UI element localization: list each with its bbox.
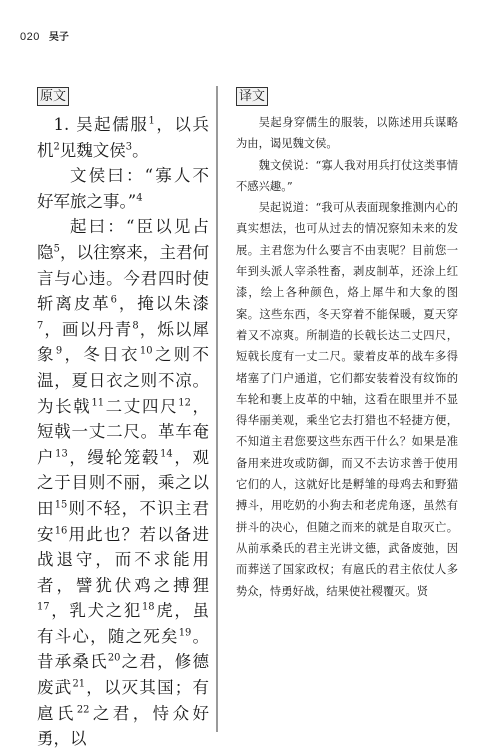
translation-label: 译文 [236, 87, 268, 106]
footnote-marker: 13 [55, 448, 68, 460]
translation-column [236, 112, 458, 602]
footnote-marker: 8 [132, 320, 139, 332]
original-text-column [37, 112, 209, 752]
footnote-marker: 4 [136, 192, 143, 204]
translation-paragraph-3: 吴起说道：“我可从表面现象推测内心的真实想法，也可从过去的情况察知未来的发展。主君您为什么要言不由衷呢？目前您一年到头派人宰杀牲畜，剥皮制革，还涂上红漆，绘上各种颜色，烙上犀牛和大象的图案。这些东西，冬天穿着不能保暖，夏天穿着又不凉爽。所制造的长戟长达二丈四尺，短戟长度有一丈二尺。蒙着皮革的战车多得堵塞了门户通道，它们都安装着没有纹饰的车轮和裹上皮革的中轴，这看在眼里并不显得华丽美观，乘坐它去打猎也不轻捷方便，不知道主君您要这些东西干什么？如果是准备用来进攻或防御，而又不去访求善于使用它们的人，这就好比是孵雏的母鸡去和野猫搏斗，用吃奶的小狗去和老虎角逐，虽然有拼斗的决心，但随之而来的就是自取灭亡。从前承桑氏的君主光讲文德，武备废弛，因而葬送了国家政权；有扈氏的君主依仗人多势众，恃勇好战，结果使社稷覆灭。贤 [236, 201, 458, 598]
page-header [20, 28, 69, 43]
footnote-marker: 18 [141, 601, 155, 613]
book-title: 吴子 [48, 32, 69, 43]
original-paragraph-3: 起曰：“臣以见占隐$^5$，以往察来，主君何言与心违。今君四时使斩离皮革$^6$，掩以朱漆$^7$，画以丹青$^8$，烁以犀象$^9$，冬日衣$^{10}$之则不温，夏日衣之则不凉。为长戟$^{11}$二丈四尺$^{12}$，短戟一丈二尺。革车奄户$^{13}$，缦轮笼毂$^{14}$，观之于目则不丽，乘之以田$^{15}$则不轻，不识主君安$^{16}$用此也？若以备进战退守，而不求能用者，譬犹伏鸡之搏狸$^{17}$，乳犬之犯$^{18}$虎，虽有斗心，随之死矣$^{19}$。昔承桑氏$^{20}$之君，修德废武$^{21}$，以灭其国；有扈氏$^{22}$之君，恃众好勇，以 [37, 217, 210, 749]
original-paragraph-1: 1. 吴起儒服$^1$，以兵机$^2$见魏文侯$^3$。 [37, 115, 209, 160]
page-number: 020 [20, 31, 40, 43]
footnote-marker: 5 [53, 243, 60, 255]
footnote-marker: 1 [148, 115, 155, 127]
footnote-marker: 22 [76, 704, 90, 716]
footnote-marker: 2 [53, 141, 60, 153]
footnote-marker: 10 [139, 345, 153, 357]
footnote-marker: 12 [178, 397, 191, 409]
original-text-label: 原文 [37, 87, 69, 106]
footnote-marker: 16 [54, 525, 68, 536]
footnote-marker: 17 [37, 601, 50, 613]
footnote-marker: 3 [125, 141, 133, 153]
footnote-marker: 15 [54, 499, 68, 511]
translation-paragraph-2: 魏文侯说：“寡人我对用兵打仗这类事情不感兴趣。” [236, 158, 458, 193]
footnote-marker: 9 [55, 345, 63, 357]
translation-paragraph-1: 吴起身穿儒生的服装，以陈述用兵谋略为由，谒见魏文侯。 [236, 116, 458, 151]
original-paragraph-2: 文侯曰：“寡人不好军旅之事。”$^4$ [37, 166, 209, 211]
footnote-marker: 14 [160, 448, 173, 460]
footnote-marker: 7 [37, 320, 44, 332]
column-divider [216, 86, 218, 732]
footnote-marker: 20 [107, 652, 121, 664]
footnote-marker: 21 [72, 678, 86, 690]
footnote-marker: 11 [91, 397, 105, 409]
footnote-marker: 6 [110, 294, 117, 306]
footnote-marker: 19 [178, 627, 192, 639]
